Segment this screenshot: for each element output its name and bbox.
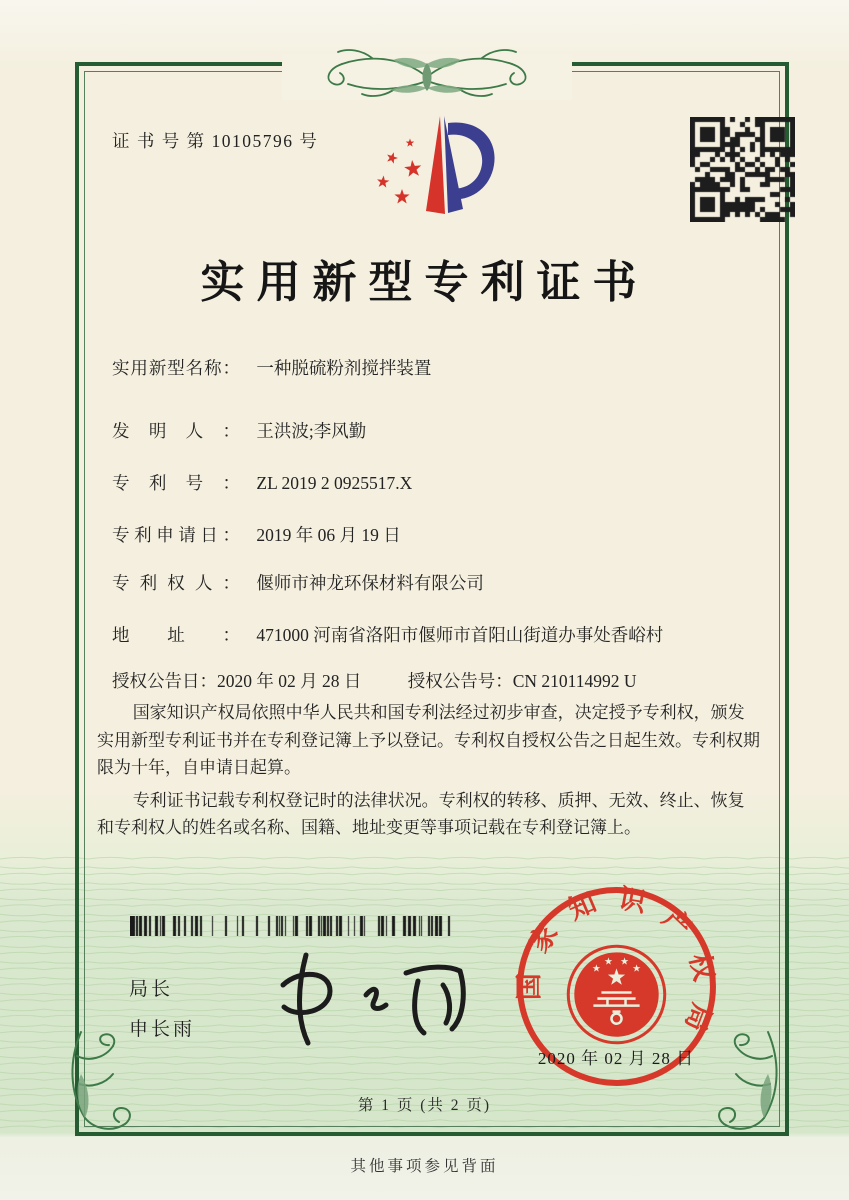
field-value: 偃师市神龙环保材料有限公司 <box>256 573 484 593</box>
field-value: 一种脱硫粉剂搅拌装置 <box>256 358 432 378</box>
certificate-title: 实用新型专利证书 <box>200 258 649 307</box>
legal-text <box>97 699 761 847</box>
seal-ring-text: 国家知识产权局 <box>514 884 719 1036</box>
qr-code <box>690 117 795 222</box>
field-label: 专利权人： <box>112 573 240 593</box>
field-row-inventors <box>112 418 366 443</box>
seal-date: 2020 年 02 月 28 日 <box>537 1049 695 1068</box>
director-name: 申长雨 <box>129 1019 196 1040</box>
page-number: 第 1 页 (共 2 页) <box>357 1097 492 1114</box>
legal-paragraph: 专利证书记载专利权登记时的法律状况。专利权的转移、质押、无效、终止、恢复和专利权人的姓名或名称、国籍、地址变更等事项记载在专利登记簿上。 <box>97 790 745 838</box>
field-label: 发明人： <box>112 421 240 441</box>
field-row-utility-name <box>112 355 431 380</box>
field-value: 王洪波;李风勤 <box>256 421 367 441</box>
national-emblem-icon <box>568 946 664 1042</box>
field-row-patent-number <box>112 470 412 495</box>
handwritten-signature-icon <box>238 933 468 1053</box>
field-row-patentee <box>112 570 484 595</box>
certificate-number: 证 书 号 第 10105796 号 <box>112 131 319 151</box>
director-block <box>129 974 195 1054</box>
back-side-note: 其他事项参见背面 <box>350 1158 499 1175</box>
field-row-filing-date <box>112 522 401 547</box>
field-label: 专利号： <box>112 473 240 493</box>
field-value: 2019 年 06 月 19 日 <box>256 525 401 545</box>
grant-number-label: 授权公告号： <box>407 671 513 691</box>
field-label: 专利申请日： <box>112 525 240 545</box>
director-title: 局长 <box>129 979 174 1000</box>
field-row-address <box>112 622 663 647</box>
field-value: ZL 2019 2 0925517.X <box>256 473 413 493</box>
grant-number-value: CN 210114992 U <box>512 671 637 691</box>
field-row-grant <box>112 668 637 693</box>
field-value: 471000 河南省洛阳市偃师市首阳山街道办事处香峪村 <box>256 625 664 645</box>
cnipa-logo-icon <box>356 106 536 238</box>
grant-date-value: 2020 年 02 月 28 日 <box>217 671 362 691</box>
grant-date-label: 授权公告日： <box>112 671 217 691</box>
field-label: 地址： <box>112 625 240 645</box>
legal-paragraph: 国家知识产权局依照中华人民共和国专利法经过初步审查，决定授予专利权，颁发实用新型专利证书并在专利登记簿上予以登记。专利权自授权公告之日起生效。专利权期限为十年，自申请日起算。 <box>97 703 760 778</box>
field-label: 实用新型名称： <box>112 358 240 378</box>
